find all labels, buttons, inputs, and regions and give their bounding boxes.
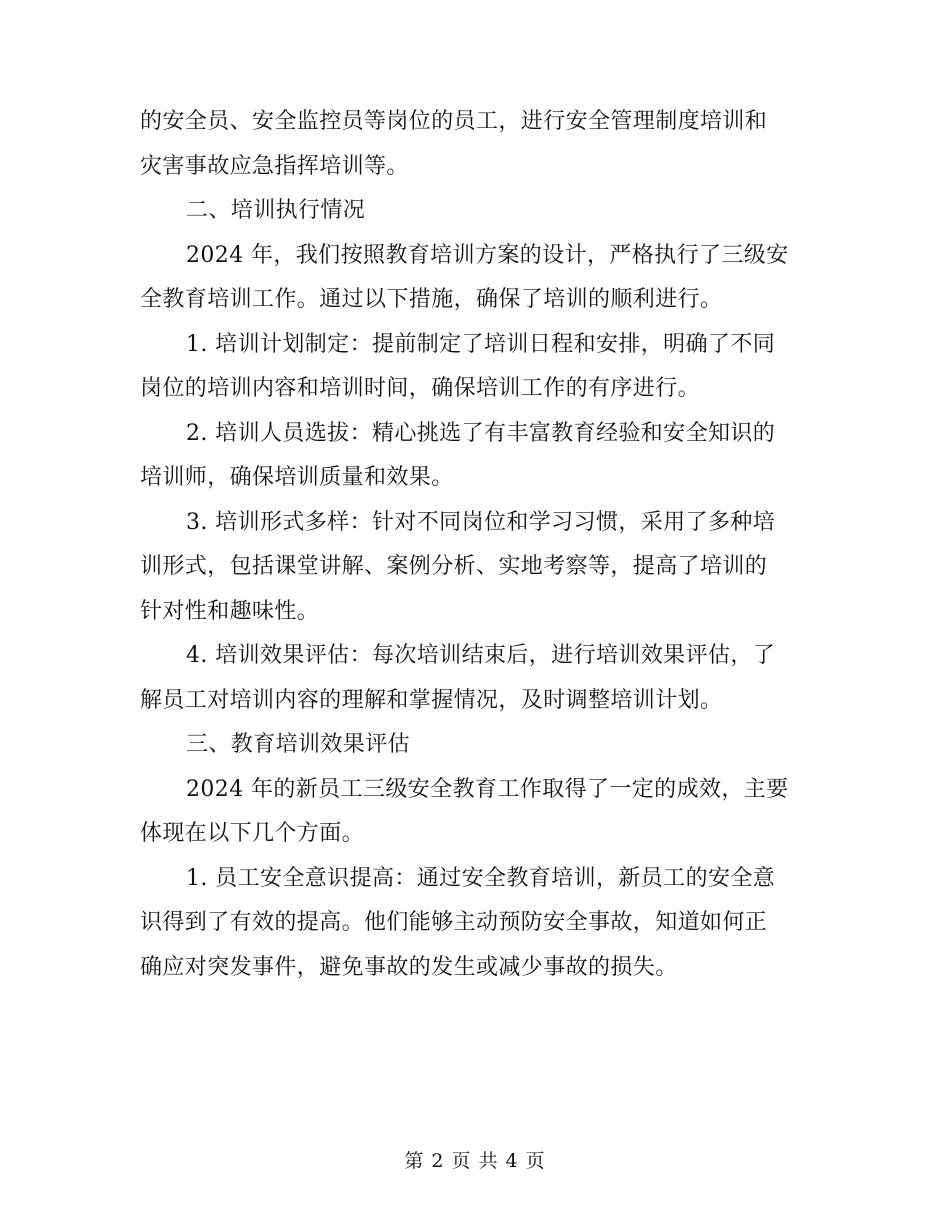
text-line: 的安全员、安全监控员等岗位的员工，进行安全管理制度培训和	[140, 109, 768, 134]
list-item-start: 2. 培训人员选拔：精心挑选了有丰富教育经验和安全知识的	[186, 420, 776, 446]
text-line: 识得到了有效的提高。他们能够主动预防安全事故，知道如何正	[140, 910, 768, 935]
section-heading: 三、教育培训效果评估	[186, 732, 411, 757]
text-line: 全教育培训工作。通过以下措施，确保了培训的顺利进行。	[140, 287, 723, 312]
list-item-start: 3. 培训形式多样：针对不同岗位和学习习惯，采用了多种培	[186, 509, 776, 535]
text-line: 解员工对培训内容的理解和掌握情况，及时调整培训计划。	[140, 687, 723, 713]
text-line: 针对性和趣味性。	[140, 598, 320, 624]
list-item-start: 1. 员工安全意识提高：通过安全教育培训，新员工的安全意	[186, 865, 776, 891]
text-line: 体现在以下几个方面。	[140, 821, 365, 846]
paragraph-start: 2024 年的新员工三级安全教育工作取得了一定的成效，主要	[186, 776, 789, 802]
list-item-start: 1. 培训计划制定：提前制定了培训日程和安排，明确了不同	[186, 331, 776, 357]
text-line: 确应对突发事件，避免事故的发生或减少事故的损失。	[140, 954, 678, 980]
text-line: 岗位的培训内容和培训时间，确保培训工作的有序进行。	[140, 376, 701, 401]
page-number-footer: 第 2 页 共 4 页	[404, 1150, 546, 1172]
text-line: 培训师，确保培训质量和效果。	[140, 465, 454, 490]
text-line: 训形式，包括课堂讲解、案例分析、实地考察等，提高了培训的	[140, 554, 768, 579]
paragraph-start: 2024 年，我们按照教育培训方案的设计，严格执行了三级安	[186, 242, 789, 268]
list-item-start: 4. 培训效果评估：每次培训结束后，进行培训效果评估，了	[186, 643, 776, 668]
text-line: 灾害事故应急指挥培训等。	[140, 153, 409, 179]
section-heading: 二、培训执行情况	[186, 198, 366, 223]
document-body	[140, 100, 812, 990]
